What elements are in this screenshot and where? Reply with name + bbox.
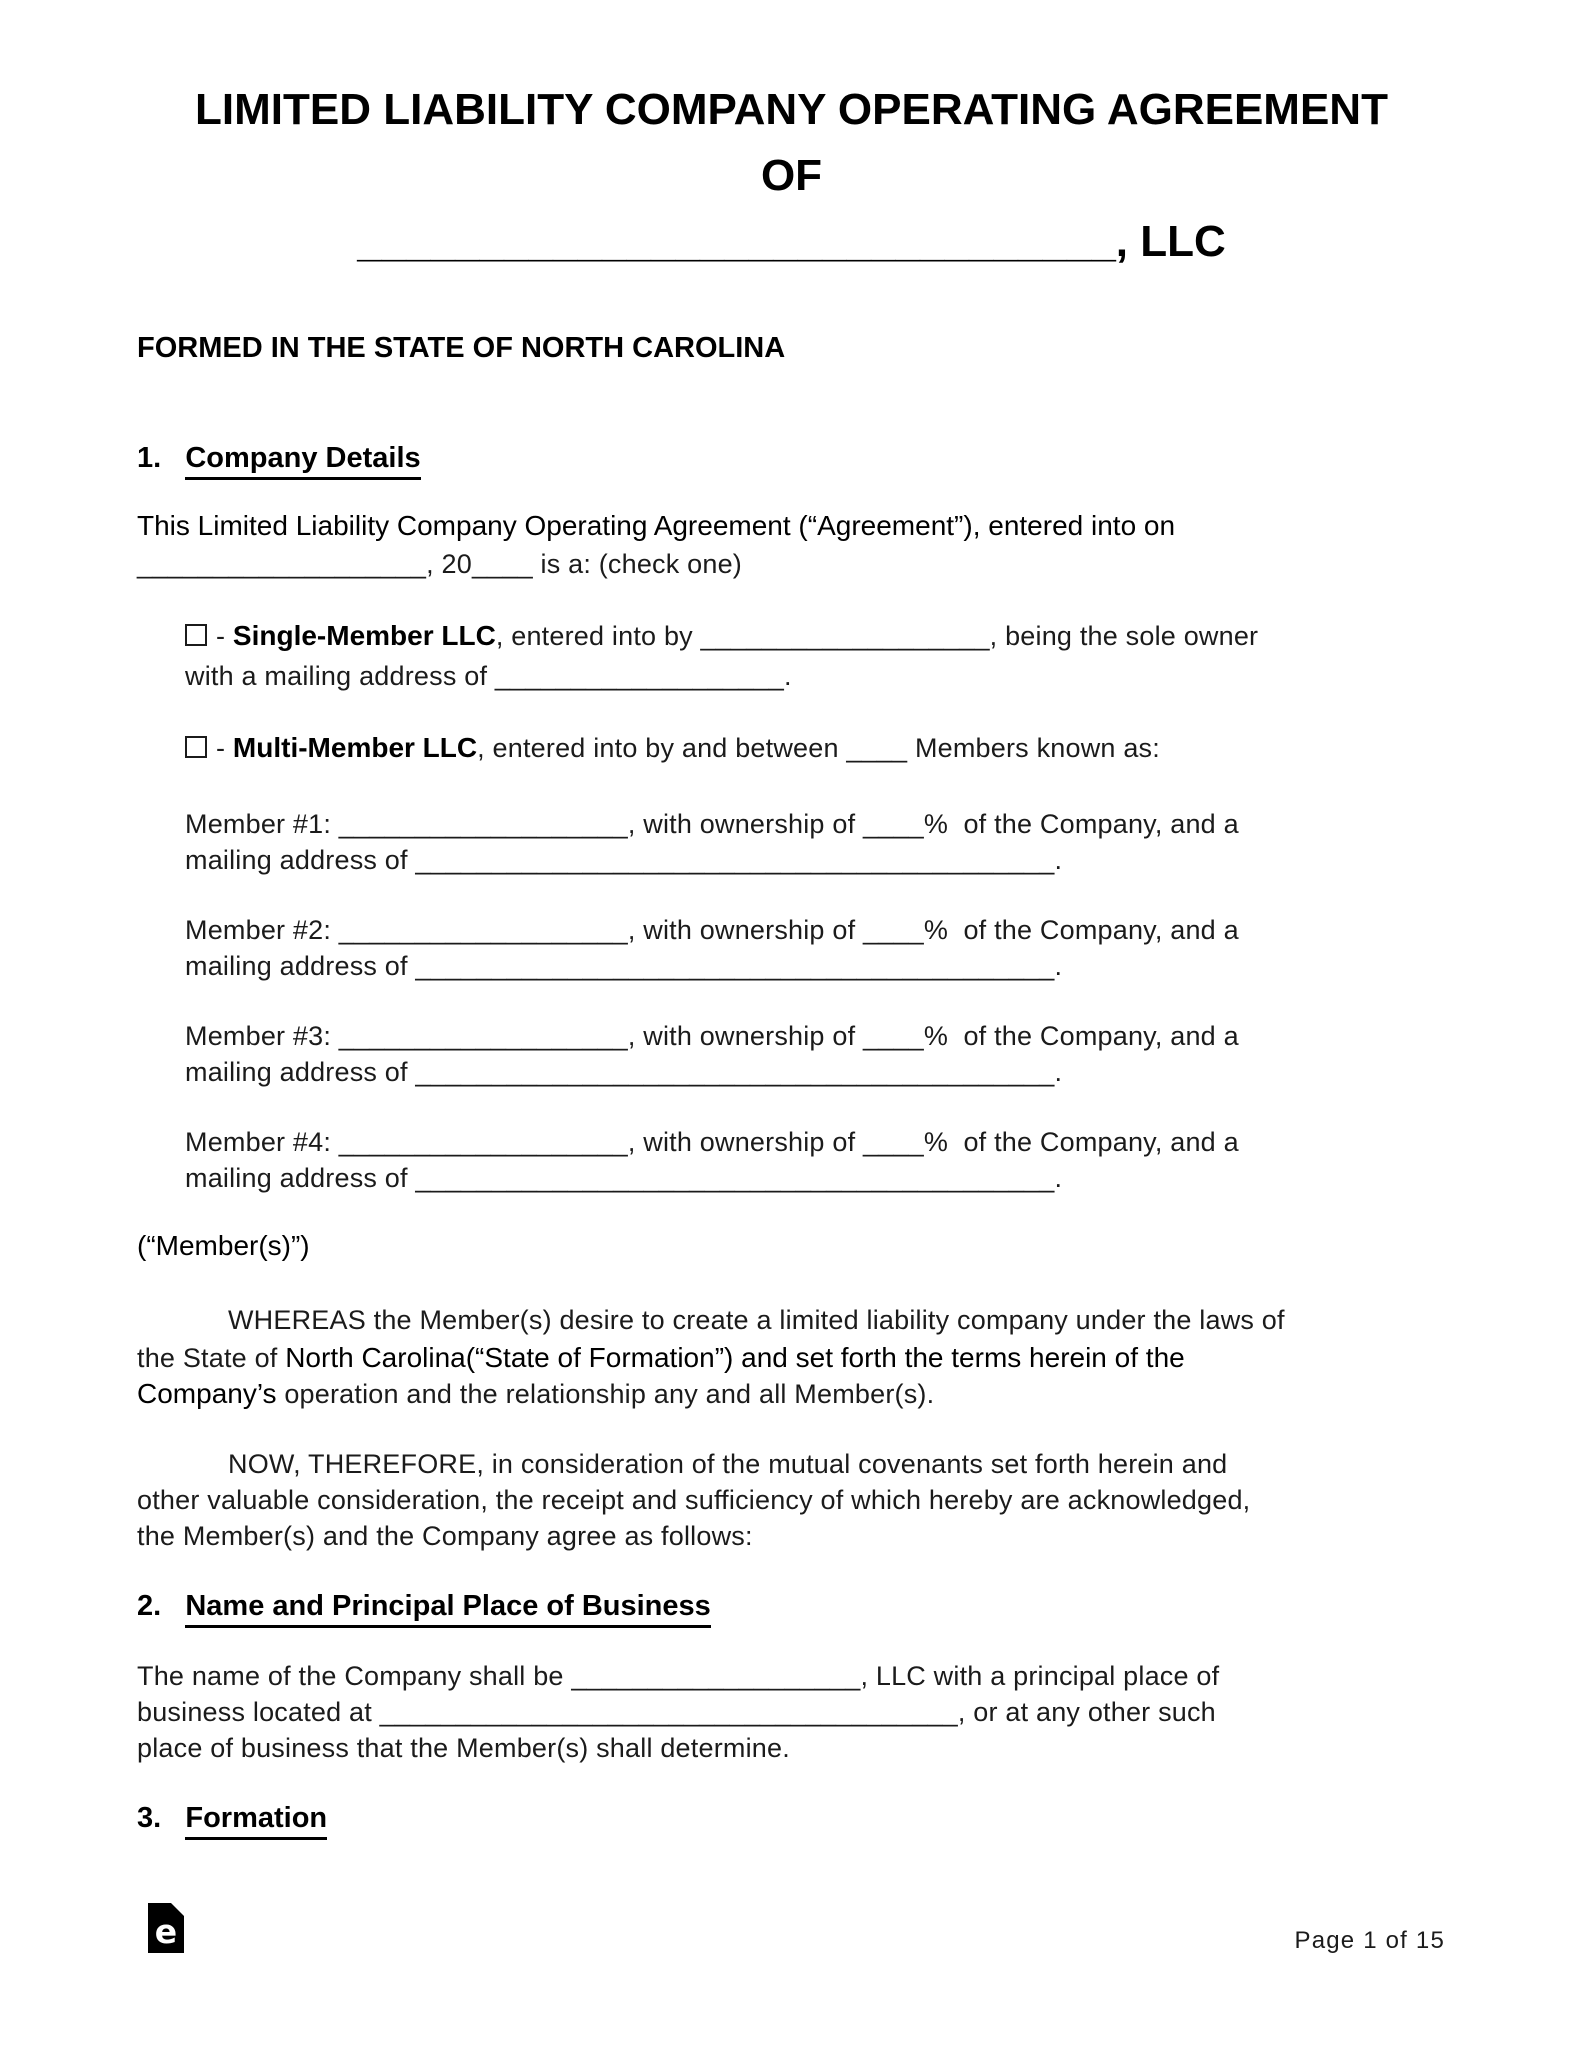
multi-member-checkbox[interactable] [185,736,207,758]
single-member-text: , entered into by ___________________, being the sole owner [495,621,1259,651]
member-1-line2: mailing address of __________________________________________. [185,845,1063,875]
therefore-line3: the Member(s) and the Company agree as follows: [137,1521,753,1551]
whereas-line1: WHEREAS the Member(s) desire to create a limited liability company under the laws of [228,1305,1285,1335]
heading-number: 2. [137,1590,162,1622]
place-of-business-line3: place of business that the Member(s) shall determine. [137,1733,790,1763]
single-member-option-line2: with a mailing address of ___________________. [185,661,792,691]
intro-line1: This Limited Liability Company Operating Agreement (“Agreement”), entered into on [137,510,1176,541]
formed-in-state-line: FORMED IN THE STATE OF NORTH CAROLINA [137,332,786,364]
company-name-suffix: , LLC [1115,217,1226,266]
members-tag: (“Member(s)”) [137,1230,310,1261]
option-dash: - [216,733,233,763]
heading-gap [161,442,185,474]
whereas-line2 [137,1340,1185,1376]
heading-gap [161,1590,185,1622]
whereas-line3-post: operation and the relationship any and all Member(s). [284,1379,935,1409]
member-3-line1: Member #3: ___________________, with ownership of ____% of the Company, and a [185,1021,1239,1051]
heading-text: Company Details [185,442,420,480]
heading-number: 1. [137,442,162,474]
heading-number: 3. [137,1802,162,1834]
place-of-business-line2: business located at ______________________________________, or at any other such [137,1697,1216,1727]
document-title-line1: LIMITED LIABILITY COMPANY OPERATING AGREEMENT [195,85,1388,134]
document-title-company-line [0,214,1583,269]
member-4-line2: mailing address of __________________________________________. [185,1163,1063,1193]
section-1-heading [137,440,421,476]
member-4-line1: Member #4: ___________________, with ownership of ____% of the Company, and a [185,1127,1239,1157]
therefore-line2: other valuable consideration, the receipt and sufficiency of which hereby are acknowledged, [137,1485,1251,1515]
document-title-line2: OF [760,151,823,200]
state-of-formation-text: North Carolina(“State of Formation”) and set forth the terms herein of the [285,1342,1185,1373]
section-3-heading [137,1800,327,1836]
whereas-line3-strong: Company’s [137,1378,285,1409]
member-2-line2: mailing address of __________________________________________. [185,951,1063,981]
section-2-heading [137,1588,711,1624]
page-number-label: Page 1 of 15 [1294,1927,1445,1954]
member-3-line2: mailing address of __________________________________________. [185,1057,1063,1087]
intro-line2-date-blank: ___________________, 20____ is a: (check one) [137,549,742,579]
company-name-blank: _______________________________ [357,217,1116,266]
eforms-logo-letter: e [154,1912,178,1951]
heading-gap [161,1802,185,1834]
eforms-logo-icon [148,1903,184,1953]
multi-member-option-line1 [185,730,1160,766]
single-member-checkbox[interactable] [185,624,207,646]
heading-text: Name and Principal Place of Business [185,1590,710,1628]
member-2-line1: Member #2: ___________________, with ownership of ____% of the Company, and a [185,915,1239,945]
whereas-line2-pre: the State of [137,1343,286,1373]
therefore-line1: NOW, THEREFORE, in consideration of the mutual covenants set forth herein and [228,1449,1228,1479]
whereas-line3 [137,1376,934,1412]
single-member-option-line1 [185,618,1258,654]
multi-member-text: , entered into by and between ____ Members known as: [477,733,1160,763]
heading-text: Formation [185,1802,327,1840]
option-dash: - [216,621,233,651]
single-member-label: Single-Member LLC [232,620,496,651]
multi-member-label: Multi-Member LLC [232,732,478,763]
member-1-line1: Member #1: ___________________, with ownership of ____% of the Company, and a [185,809,1239,839]
place-of-business-line1: The name of the Company shall be ___________________, LLC with a principal place of [137,1661,1220,1691]
